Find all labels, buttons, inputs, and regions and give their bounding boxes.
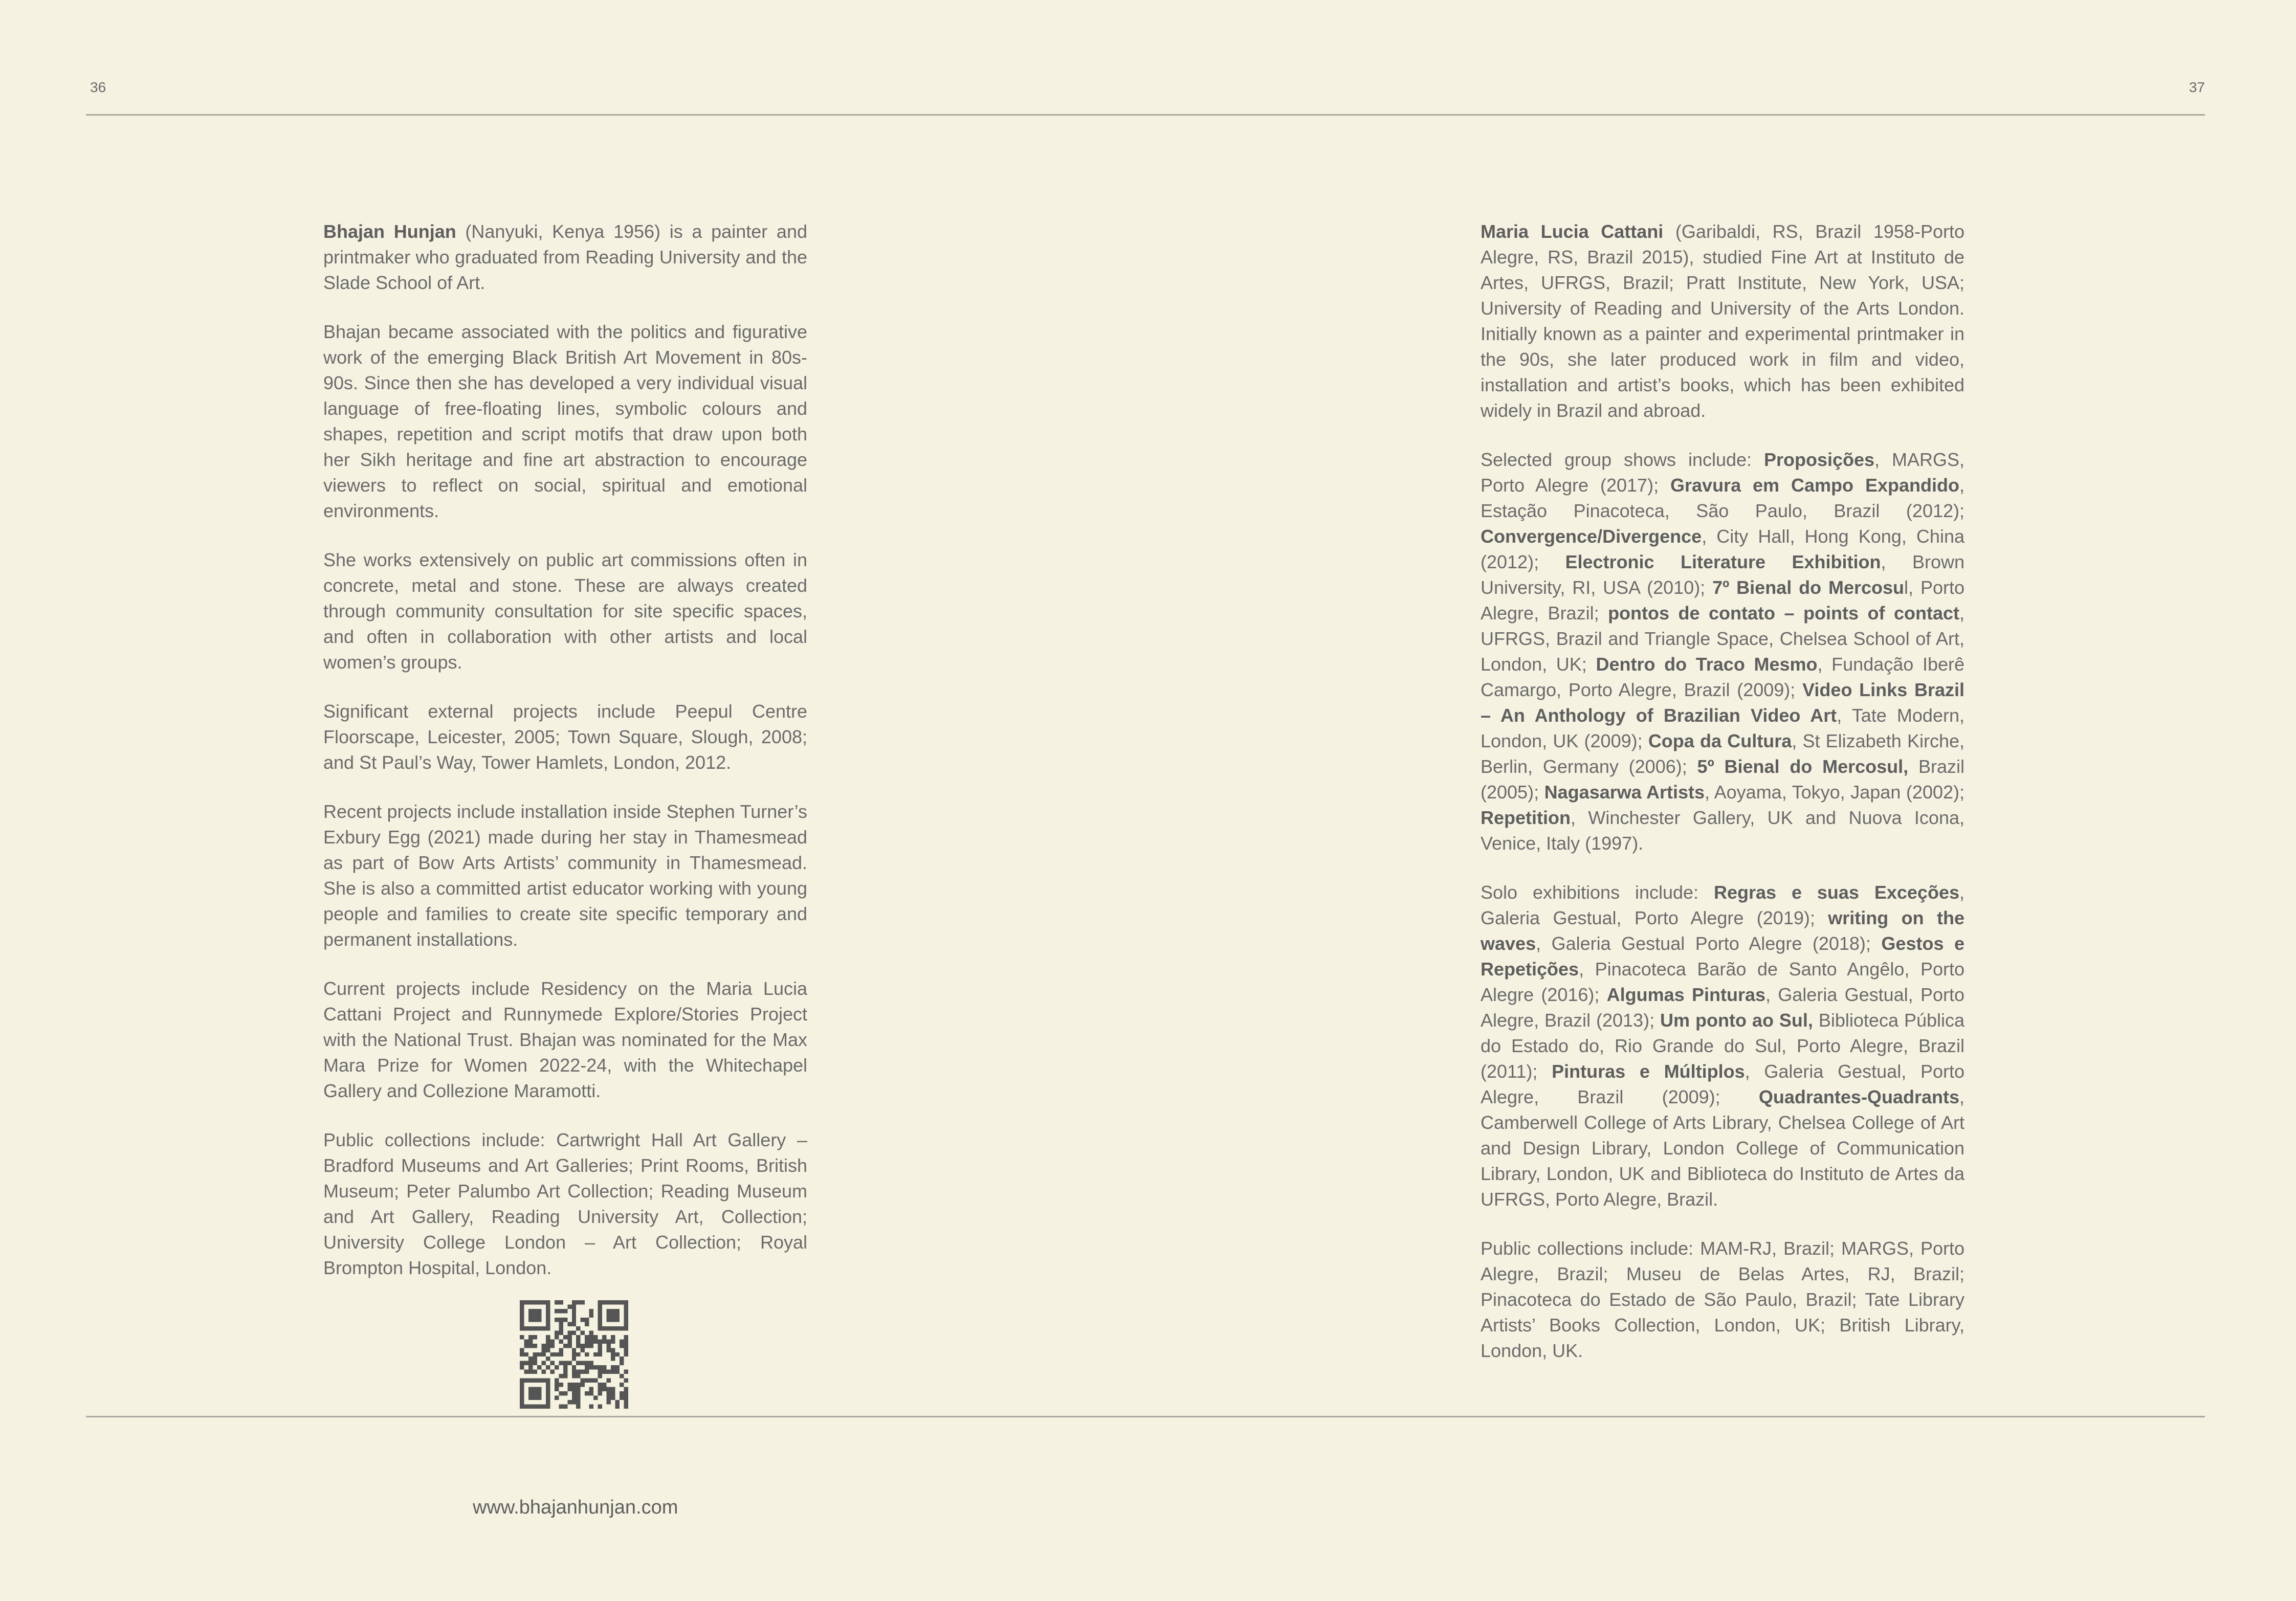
exhibition-text: Solo exhibitions include:	[1481, 882, 1714, 903]
exhibition-title: Um ponto ao Sul,	[1660, 1010, 1813, 1031]
bio-paragraph-6: Current projects include Residency on the Maria Lucia Cattani Project and Runnymede Explore/Stories Project with the National Trust. Bhajan was nominated for the Max Mara Prize for Women 2022-24, with the Whitechapel Gallery and Collezione Maramotti.	[323, 978, 807, 1101]
artist-name: Maria Lucia Cattani	[1481, 221, 1664, 242]
exhibition-text: l, Porto Alegre, Brazil;	[1481, 577, 1964, 624]
exhibition-text: , MARGS, Porto Alegre (2017);	[1481, 449, 1964, 496]
footer-rule	[86, 1416, 2205, 1417]
exhibition-title: Copa da Cultura	[1648, 730, 1792, 751]
exhibition-text: Brazil (2005);	[1481, 756, 1964, 803]
solo-exhibitions-paragraph	[1481, 880, 1964, 1212]
bio-intro-paragraph: Bhajan Hunjan (Nanyuki, Kenya 1956) is a painter and printmaker who graduated from Reading University and the Slade School of Art.	[323, 221, 807, 293]
exhibition-text: , Camberwell College of Arts Library, Chelsea College of Art and Design Library, London College of Communication Library, London, UK and Biblioteca do Instituto de Artes da UFRGS, Porto Alegre, Brazil.	[1481, 1086, 1964, 1210]
group-shows-paragraph	[1481, 447, 1964, 856]
bio-column-bhajan-hunjan	[323, 219, 807, 1304]
bio-paragraph-2: Bhajan became associated with the politics and figurative work of the emerging Black British Art Movement in 80s-90s. Since then she has developed a very individual visual language of free-floating lines, symbolic colours and shapes, repetition and script motifs that draw upon both her Sikh heritage and fine art abstraction to encourage viewers to reflect on social, spiritual and emotional environments.	[323, 321, 807, 521]
website-link[interactable]: www.bhajanhunjan.com	[473, 1497, 678, 1518]
header-rule	[86, 114, 2205, 116]
exhibition-text: , Pinacoteca Barão de Santo Angêlo, Porto Alegre (2016);	[1481, 959, 1964, 1005]
exhibition-title: Regras e suas Exceções	[1713, 882, 1959, 903]
exhibition-title: Pinturas e Múltiplos	[1552, 1061, 1745, 1082]
exhibition-text: , Brown University, RI, USA (2010);	[1481, 551, 1964, 598]
exhibition-text: , Winchester Gallery, UK and Nuova Icona, Venice, Italy (1997).	[1481, 807, 1964, 854]
exhibition-text: , Fundação Iberê Camargo, Porto Alegre, Brazil (2009);	[1481, 654, 1964, 700]
bio-intro-paragraph: Maria Lucia Cattani (Garibaldi, RS, Brazil 1958-Porto Alegre, RS, Brazil 2015), studied Fine Art at Instituto de Artes, UFRGS, Brazil; Pratt Institute, New York, USA; University of Reading and University of the Arts London. Initially known as a painter and experimental printmaker in the 90s, she later produced work in film and video, installation and artist’s books, which has been exhibited widely in Brazil and abroad.	[1481, 221, 1964, 421]
exhibition-text: , UFRGS, Brazil and Triangle Space, Chelsea School of Art, London, UK;	[1481, 603, 1964, 675]
exhibition-title: writing on the waves	[1481, 907, 1964, 954]
bio-paragraph-5: Recent projects include installation inside Stephen Turner’s Exbury Egg (2021) made during her stay in Thamesmead as part of Bow Arts Artists’ community in Thamesmead. She is also a committed artist educator working with young people and families to create site specific temporary and permanent installations.	[323, 801, 807, 950]
exhibition-title: pontos de contato – points of contact	[1608, 603, 1959, 624]
bio-paragraph-3: She works extensively on public art commissions often in concrete, metal and stone. These are always created through community consultation for site specific spaces, and often in collaboration with other artists and local women’s groups.	[323, 549, 807, 673]
exhibition-text: Selected group shows include:	[1481, 449, 1764, 470]
exhibition-text: , Galeria Gestual Porto Alegre (2018);	[1536, 933, 1882, 954]
exhibition-text: , Galeria Gestual, Porto Alegre, Brazil (2009);	[1481, 1061, 1964, 1107]
page-number-left: 36	[90, 79, 106, 95]
exhibition-title: Dentro do Traco Mesmo	[1596, 654, 1818, 675]
exhibition-title: Quadrantes-Quadrants	[1758, 1086, 1959, 1107]
public-collections-paragraph: Public collections include: MAM-RJ, Brazil; MARGS, Porto Alegre, Brazil; Museu de Belas Artes, RJ, Brazil; Pinacoteca do Estado de São Paulo, Brazil; Tate Library Artists’ Books Collection, London, UK; British Library, London, UK.	[1481, 1238, 1964, 1361]
exhibition-title: Repetition	[1481, 807, 1571, 828]
exhibition-text: , St Elizabeth Kirche, Berlin, Germany (2006);	[1481, 730, 1964, 777]
exhibition-title: 7º Bienal do Mercosu	[1712, 577, 1905, 598]
artist-name: Bhajan Hunjan	[323, 221, 456, 242]
exhibition-title: Algumas Pinturas	[1606, 984, 1766, 1005]
exhibition-title: Proposições	[1763, 449, 1875, 470]
exhibition-title: Video Links Brazil – An Anthology of Brazilian Video Art	[1481, 679, 1964, 726]
qr-code-icon[interactable]	[520, 1300, 628, 1409]
exhibition-title: Gestos e Repetições	[1481, 933, 1964, 980]
exhibition-title: Electronic Literature Exhibition	[1565, 551, 1881, 572]
exhibition-text: , Estação Pinacoteca, São Paulo, Brazil (2012);	[1481, 475, 1964, 521]
exhibition-text: , City Hall, Hong Kong, China (2012);	[1481, 526, 1964, 572]
exhibition-text: , Galeria Gestual, Porto Alegre (2019);	[1481, 882, 1965, 928]
exhibition-text: , Aoyama, Tokyo, Japan (2002);	[1705, 782, 1964, 803]
page-number-right: 37	[2189, 79, 2205, 95]
exhibition-title: Gravura em Campo Expandido	[1670, 475, 1959, 496]
bio-column-maria-lucia-cattani	[1481, 219, 1964, 1387]
exhibition-text: , Galeria Gestual, Porto Alegre, Brazil (2013);	[1481, 984, 1964, 1031]
exhibition-title: 5º Bienal do Mercosul,	[1697, 756, 1909, 777]
bio-paragraph-4: Significant external projects include Peepul Centre Floorscape, Leicester, 2005; Town Square, Slough, 2008; and St Paul’s Way, Tower Hamlets, London, 2012.	[323, 701, 807, 773]
exhibition-title: Nagasarwa Artists	[1544, 782, 1705, 803]
exhibition-text: Biblioteca Pública do Estado do, Rio Grande do Sul, Porto Alegre, Brazil (2011);	[1481, 1010, 1965, 1082]
bio-paragraph-7: Public collections include: Cartwright Hall Art Gallery – Bradford Museums and Art Galleries; Print Rooms, British Museum; Peter Palumbo Art Collection; Reading Museum and Art Gallery, Reading University Art, Collection; University College London – Art Collection; Royal Brompton Hospital, London.	[323, 1129, 807, 1278]
exhibition-title: Convergence/Divergence	[1481, 526, 1702, 547]
exhibition-text: , Tate Modern, London, UK (2009);	[1481, 705, 1964, 751]
